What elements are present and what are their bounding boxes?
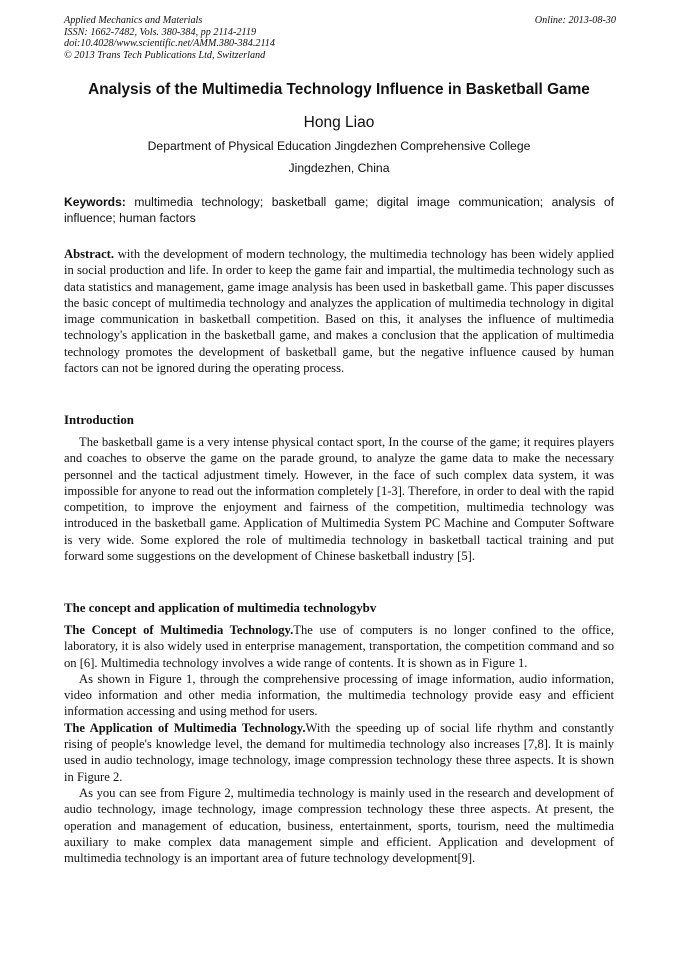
concept-section-heading: The concept and application of multimedia technologybv [64, 601, 377, 615]
concept-paragraph-2: As shown in Figure 1, through the comprehensive processing of image information, audio information, video information and other media information, the multimedia technology provide easy and efficient information accessing and using method for users. [64, 671, 614, 719]
affiliation: Department of Physical Education Jingdezhen Comprehensive College [147, 139, 531, 153]
doi-line: doi:10.4028/www.scientific.net/AMM.380-384.2114 [64, 38, 275, 50]
concept-paragraph-1-text: The use of computers is no longer confined to the office, laboratory, it is also widely used in enterprise management, transportation, the competition command and so on [6]. Multimedia technology involves a wide range of contents. It is shown as in Figure 1. [64, 623, 614, 670]
application-subheading: The Application of Multimedia Technology. [64, 720, 306, 735]
abstract-label: Abstract. [64, 247, 115, 261]
keywords-label: Keywords: [64, 195, 126, 209]
abstract [64, 246, 614, 376]
journal-name: Applied Mechanics and Materials [64, 15, 203, 26]
concept-paragraph-1 [64, 622, 614, 671]
online-date: Online: 2013-08-30 [534, 15, 616, 26]
application-paragraph-1-text: With the speeding up of social life rhythm and constantly rising of people's knowledge level, the demand for multimedia technology also increases [7,8]. It is mainly used in audio technology, image technology, image compression technology these three aspects. It is shown in Figure 2. [64, 720, 614, 784]
concept-section-body [64, 622, 614, 866]
journal-header [64, 15, 616, 61]
keywords-text: multimedia technology; basketball game; digital image communication; analysis of influence; human factors [64, 195, 614, 225]
location: Jingdezhen, China [288, 161, 390, 175]
application-paragraph-1 [64, 720, 614, 785]
copyright-line: © 2013 Trans Tech Publications Ltd, Switzerland [64, 49, 266, 61]
paper-title: Analysis of the Multimedia Technology Influence in Basketball Game [88, 81, 590, 98]
issn-line: ISSN: 1662-7482, Vols. 380-384, pp 2114-2119 [64, 26, 257, 38]
concept-subheading: The Concept of Multimedia Technology. [64, 623, 294, 637]
introduction-body [64, 434, 614, 564]
keywords [64, 194, 614, 226]
abstract-text: with the development of modern technology, the multimedia technology has been widely applied in social production and life. In order to keep the game fair and impartial, the multimedia technology such as data statistics and management, game image analysis has been used in basketball game. This paper discusses the basic concept of multimedia technology and analyzes the application of multimedia technology in digital image communication in basketball competition. Based on this, it analyses the influence of multimedia technology's application in the basketball game, and makes a conclusion that the application of multimedia technology promotes the development of basketball game, but the negative influence caused by human factors can not be ignored during the operating process. [64, 247, 614, 376]
application-paragraph-2: As you can see from Figure 2, multimedia technology is mainly used in the research and development of audio technology, image technology, image compression technology these three aspects. At present, the operation and management of education, business, entertainment, sports, tourism, need the multimedia auxiliary to make complex data management simple and efficient. Application and development of multimedia technology is an important area of future technology development[9]. [64, 785, 614, 866]
introduction-paragraph: The basketball game is a very intense physical contact sport, In the course of the game; it requires players and coaches to observe the game on the parade ground, to analyze the game data to make the necessary personnel and the tactical adjustment timely. However, in the face of such complex data system, it was impossible for anyone to read out the information completely [1-3]. Therefore, in order to deal with the rapid competition, to improve the enjoyment and fairness of the competition, multimedia technology was introduced in the basketball game. Application of Multimedia System PC Machine and Computer Software is very wide. Some explored the role of multimedia technology in basketball tactical training and put forward some suggestions on the development of Chinese basketball industry [5]. [64, 435, 614, 564]
introduction-heading: Introduction [64, 413, 134, 427]
author-name: Hong Liao [303, 114, 375, 131]
